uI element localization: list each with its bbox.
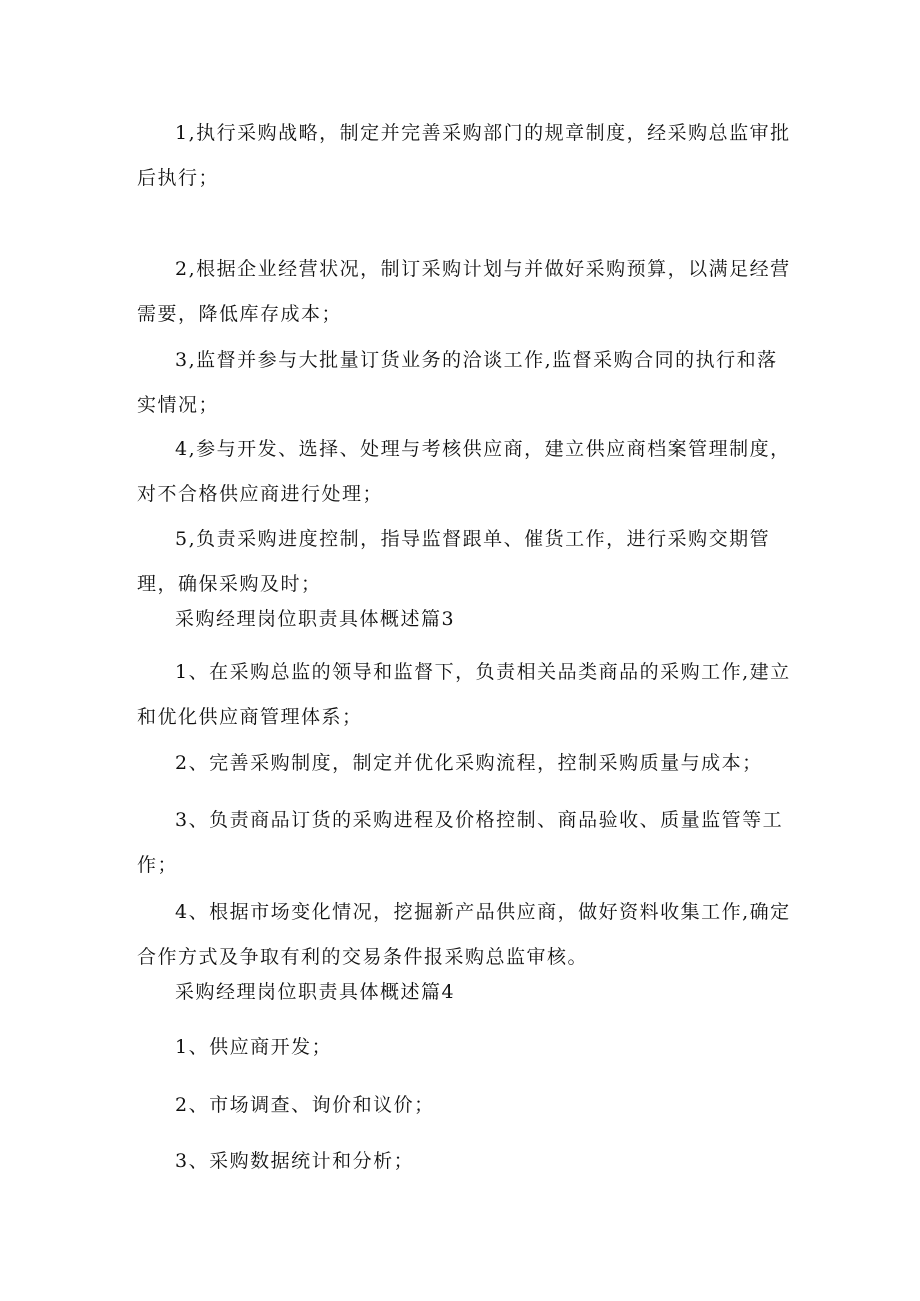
- section-4-heading: 采购经理岗位职责具体概述篇4: [175, 981, 456, 1003]
- section-3-item-2: 2、完善采购制度，制定并优化采购流程，控制采购质量与成本；: [175, 752, 763, 774]
- section-3-item-4: 4、根据市场变化情况，挖掘新产品供应商，做好资料收集工作,确定合作方式及争取有利的交易条件报采购总监审核。: [137, 901, 791, 968]
- paragraph-2: 2,根据企业经营状况，制订采购计划与并做好采购预算，以满足经营需要，降低库存成本；: [137, 258, 791, 325]
- section-3-heading: 采购经理岗位职责具体概述篇3: [175, 608, 456, 630]
- paragraph-5: 5,负责采购进度控制，指导监督跟单、催货工作，进行采购交期管理，确保采购及时；: [137, 528, 771, 595]
- paragraph-1: 1,执行采购战略，制定并完善采购部门的规章制度，经采购总监审批后执行；: [137, 122, 791, 189]
- section-3-item-3: 3、负责商品订货的采购进程及价格控制、商品验收、质量监管等工作；: [137, 809, 784, 876]
- paragraph-4: 4,参与开发、选择、处理与考核供应商，建立供应商档案管理制度，对不合格供应商进行处理；: [137, 438, 791, 505]
- section-4-item-2: 2、市场调查、询价和议价；: [175, 1094, 435, 1116]
- section-4-item-3: 3、采购数据统计和分析；: [175, 1150, 415, 1172]
- paragraph-3: 3,监督并参与大批量订货业务的洽谈工作,监督采购合同的执行和落实情况；: [137, 349, 778, 416]
- section-3-item-1: 1、在采购总监的领导和监督下，负责相关品类商品的采购工作,建立和优化供应商管理体系；: [137, 661, 791, 728]
- section-4-item-1: 1、供应商开发；: [175, 1036, 333, 1058]
